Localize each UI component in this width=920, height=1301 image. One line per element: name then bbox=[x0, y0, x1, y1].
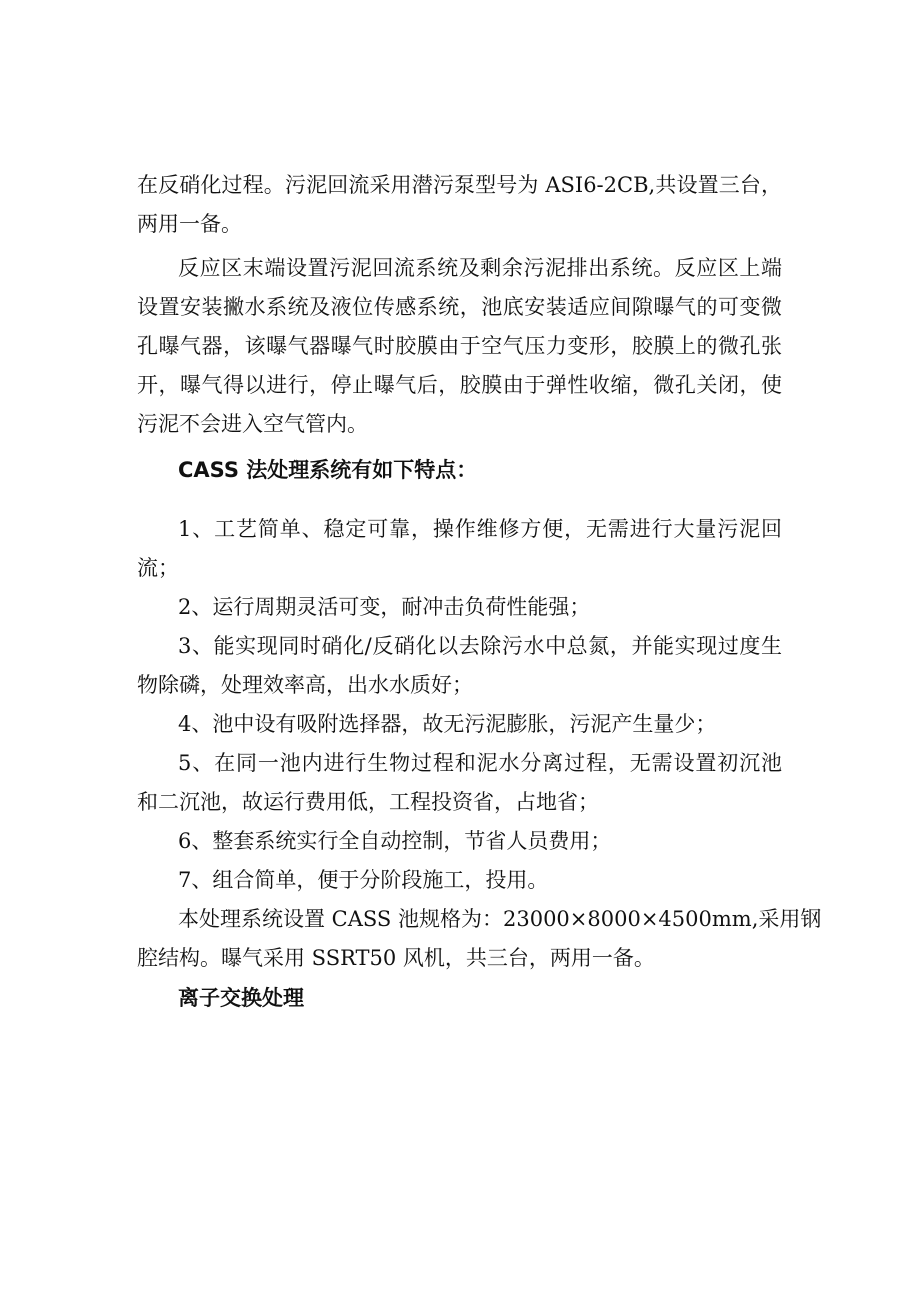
section-heading: CASS 法处理系统有如下特点： bbox=[178, 458, 478, 482]
paragraph-line: 两用一备。 bbox=[137, 212, 242, 236]
paragraph-line: 污泥不会进入空气管内。 bbox=[137, 412, 368, 436]
list-item: 2、运行周期灵活可变，耐冲击负荷性能强； bbox=[178, 595, 591, 619]
list-item: 物除磷，处理效率高，出水水质好； bbox=[137, 673, 473, 697]
list-item: 6、整套系统实行全自动控制，节省人员费用； bbox=[178, 829, 612, 853]
list-item: 5、在同一池内进行生物过程和泥水分离过程，无需设置初沉池 bbox=[178, 751, 782, 775]
list-item: 3、能实现同时硝化/反硝化以去除污水中总氮，并能实现过度生 bbox=[178, 634, 782, 658]
paragraph-line: 在反硝化过程。污泥回流采用潜污泵型号为 ASI6-2CB,共设置三台， bbox=[137, 173, 782, 197]
paragraph-line: 腔结构。曝气采用 SSRT50 风机，共三台，两用一备。 bbox=[137, 946, 655, 970]
list-item: 4、池中设有吸附选择器，故无污泥膨胀，污泥产生量少； bbox=[178, 712, 717, 736]
list-item: 流； bbox=[137, 556, 179, 580]
paragraph-line: 孔曝气器，该曝气器曝气时胶膜由于空气压力变形，胶膜上的微孔张 bbox=[137, 334, 782, 358]
paragraph-line: 设置安装撇水系统及液位传感系统，池底安装适应间隙曝气的可变微 bbox=[137, 295, 782, 319]
list-item: 7、组合简单，便于分阶段施工，投用。 bbox=[178, 868, 549, 892]
paragraph-line: 反应区末端设置污泥回流系统及剩余污泥排出系统。反应区上端 bbox=[178, 256, 782, 280]
list-item: 1、工艺简单、稳定可靠，操作维修方便，无需进行大量污泥回 bbox=[178, 517, 782, 541]
paragraph-line: 本处理系统设置 CASS 池规格为：23000×8000×4500mm,采用钢 bbox=[178, 907, 822, 931]
section-heading: 离子交换处理 bbox=[178, 986, 304, 1010]
paragraph-line: 开，曝气得以进行，停止曝气后，胶膜由于弹性收缩，微孔关闭，使 bbox=[137, 373, 782, 397]
list-item: 和二沉池，故运行费用低，工程投资省，占地省； bbox=[137, 790, 599, 814]
